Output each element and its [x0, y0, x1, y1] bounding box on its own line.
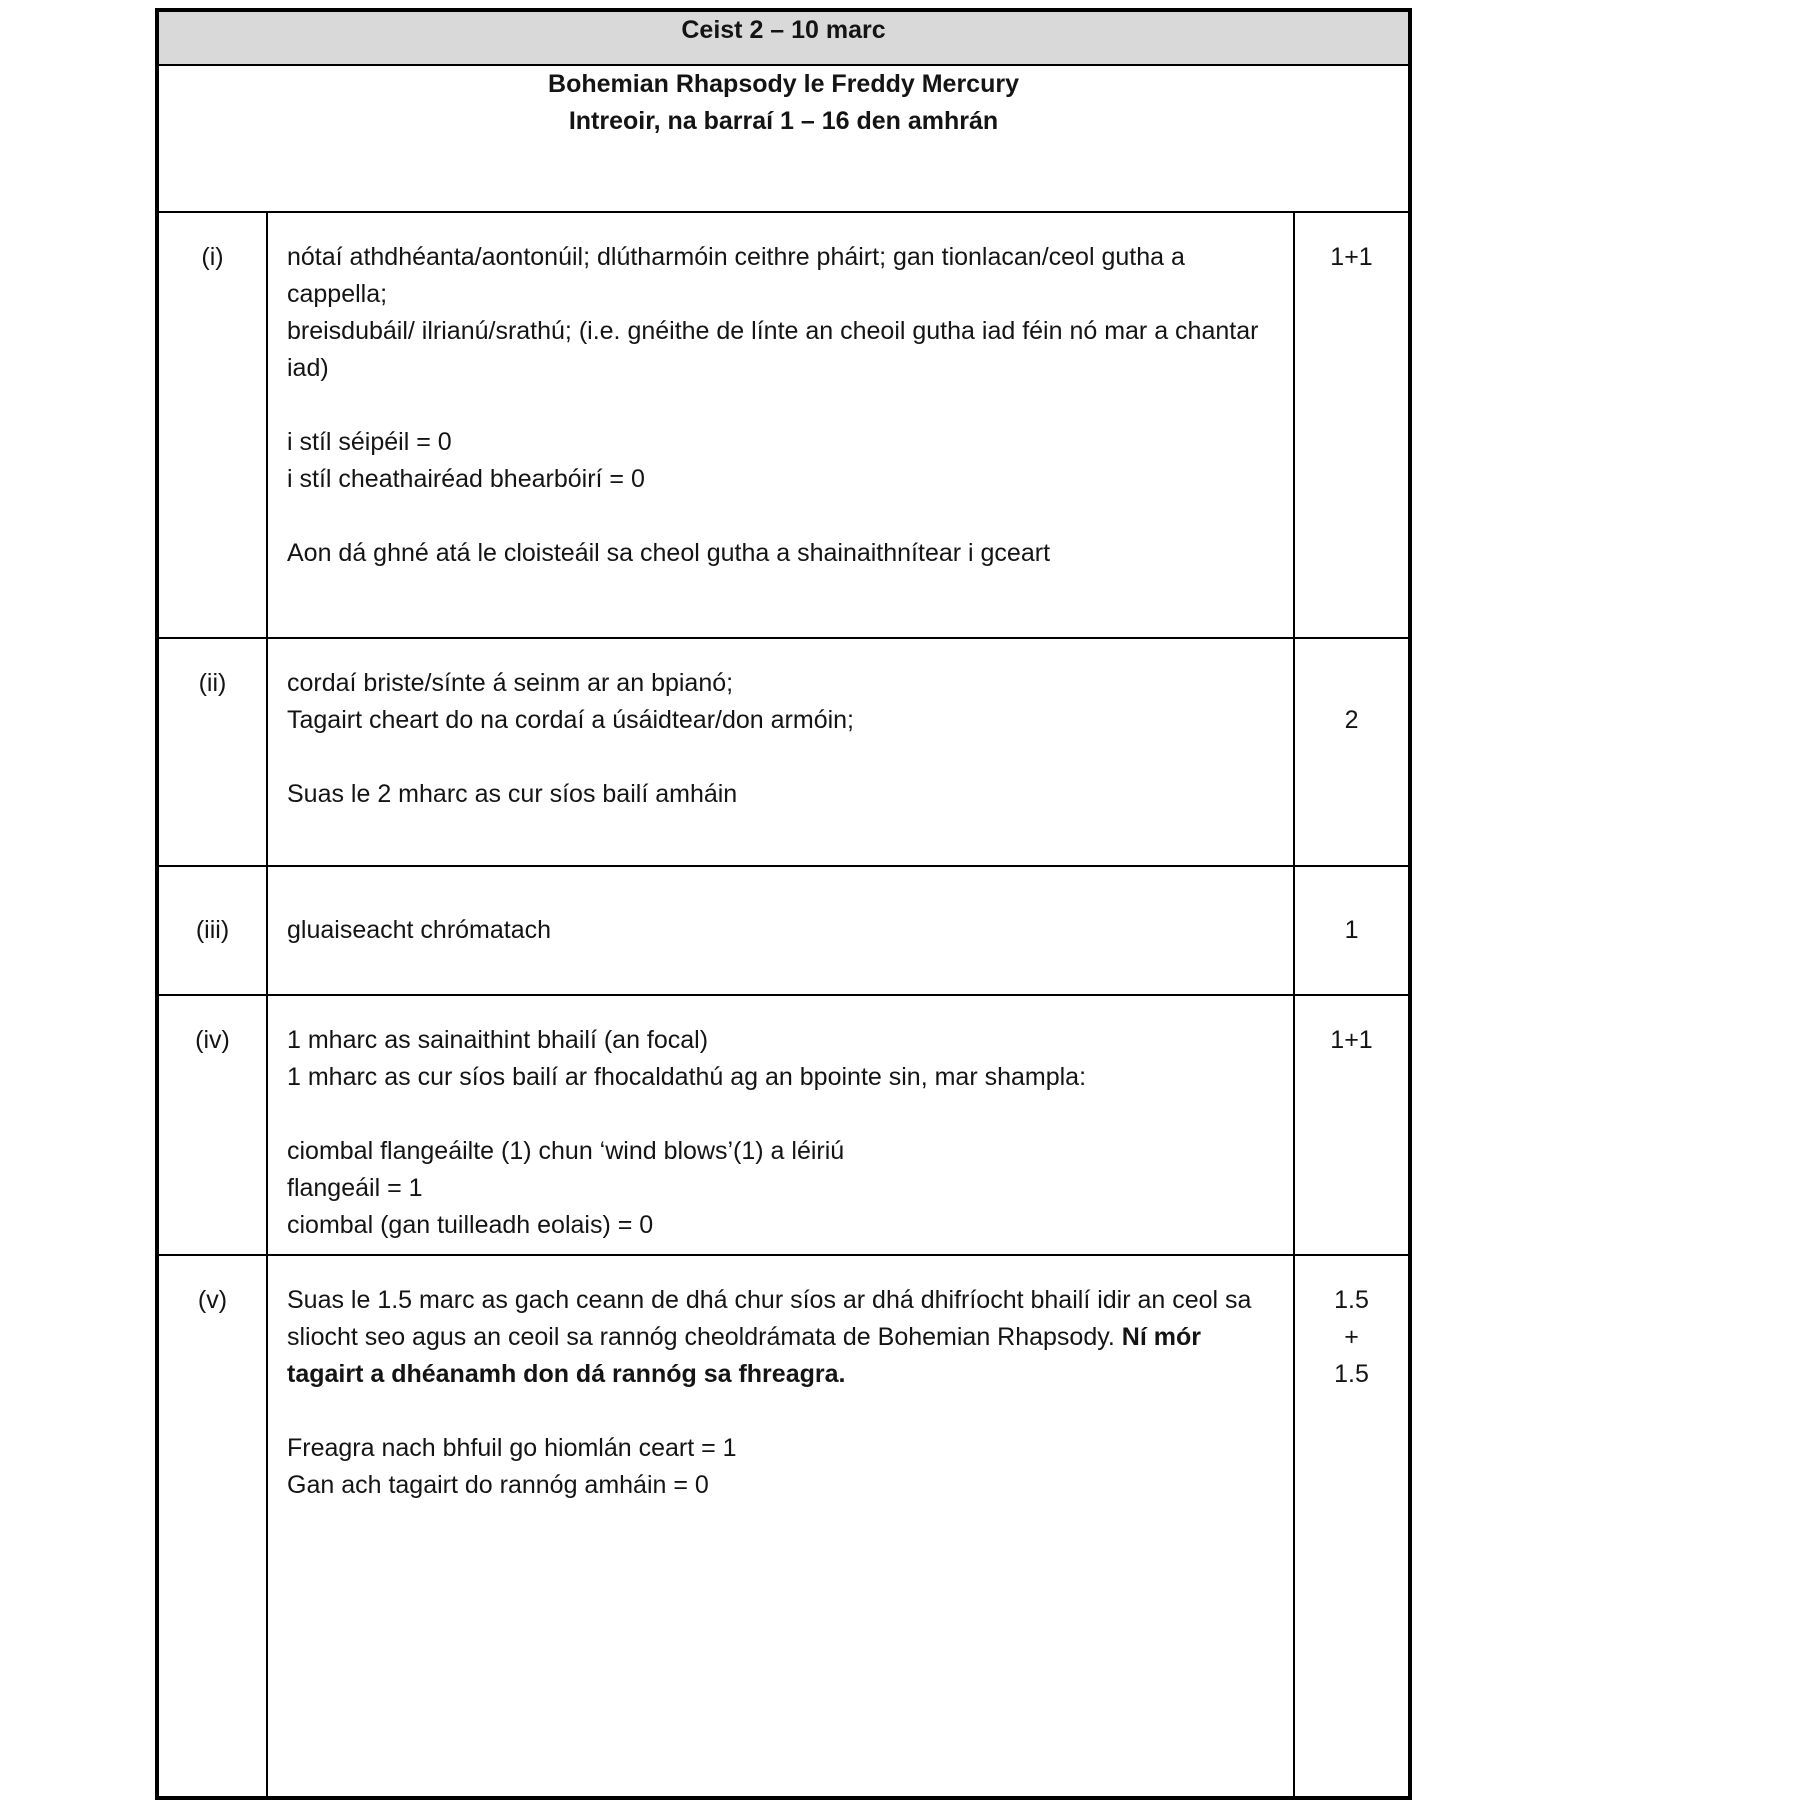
question-header: Ceist 2 – 10 marc — [157, 10, 1410, 65]
row-v — [157, 1255, 1410, 1798]
item-marks: 1+1 — [1294, 212, 1410, 638]
marking-scheme-table — [155, 8, 1412, 1800]
item-content: Suas le 1.5 marc as gach ceann de dhá chur síos ar dhá dhifríocht bhailí idir an ceol sa sliocht seo agus an ceoil sa rannóg cheoldrámata de Bohemian Rhapsody. Ní mór tagairt a dhéanamh don dá rannóg sa fhreagra. Freagra nach bhfuil go hiomlán ceart = 1 Gan ach tagairt do rannóg amháin = 0 — [267, 1255, 1294, 1798]
header-row — [157, 10, 1410, 65]
song-title: Bohemian Rhapsody le Freddy Mercury — [548, 70, 1019, 98]
item-label: (iv) — [157, 995, 267, 1255]
item-marks: 1.5 + 1.5 — [1294, 1255, 1410, 1798]
item-content: 1 mharc as sainaithint bhailí (an focal) 1 mharc as cur síos bailí ar fhocaldathú ag an bpointe sin, mar shampla: ciombal flangeáilte (1) chun ‘wind blows’(1) a léiriú flangeáil = 1 ciombal (gan tuilleadh eolais) = 0 — [267, 995, 1294, 1255]
item-marks: 1 — [1294, 866, 1410, 995]
item-label: (ii) — [157, 638, 267, 866]
row-iv — [157, 995, 1410, 1255]
row-ii — [157, 638, 1410, 866]
song-section: Intreoir, na barraí 1 – 16 den amhrán — [568, 107, 999, 135]
item-content: nótaí athdhéanta/aontonúil; dlútharmóin ceithre pháirt; gan tionlacan/ceol gutha a cappella; breisdubáil/ ilrianú/srathú; (i.e. gnéithe de línte an cheoil gutha iad féin nó mar a chantar iad) i stíl séipéil = 0 i stíl cheathairéad bhearbóirí = 0 Aon dá ghné atá le cloisteáil sa cheol gutha a shainaithnítear i gceart — [267, 212, 1294, 638]
item-marks: 1+1 — [1294, 995, 1410, 1255]
item-label: (iii) — [157, 866, 267, 995]
row-iii — [157, 866, 1410, 995]
subtitle-row — [157, 65, 1410, 212]
item-content: gluaiseacht chrómatach — [267, 866, 1294, 995]
item-marks: 2 — [1294, 638, 1410, 866]
row-i — [157, 212, 1410, 638]
item-content: cordaí briste/sínte á seinm ar an bpianó; Tagairt cheart do na cordaí a úsáidtear/don armóin; Suas le 2 mharc as cur síos bailí amháin — [267, 638, 1294, 866]
item-label: (i) — [157, 212, 267, 638]
song-title-cell — [157, 65, 1410, 212]
item-label: (v) — [157, 1255, 267, 1798]
